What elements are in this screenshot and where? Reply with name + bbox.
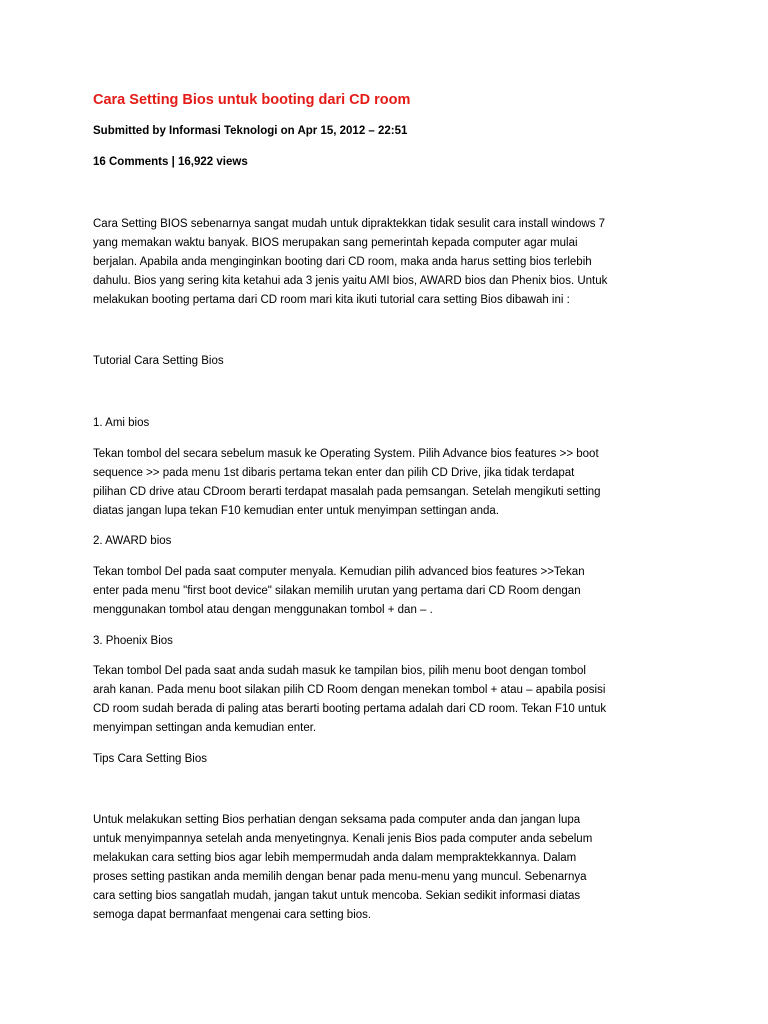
intro-line: melakukan booting pertama dari CD room mari kita ikuti tutorial cara setting Bios dibawah ini : [93,294,570,306]
intro-line: berjalan. Apabila anda menginginkan booting dari CD room, maka anda harus setting bios terlebih [93,256,592,268]
section-heading: 2. AWARD bios [93,535,172,547]
section-line: diatas jangan lupa tekan F10 kemudian enter untuk menyimpan settingan anda. [93,505,499,517]
article-title: Cara Setting Bios untuk booting dari CD room [93,92,411,108]
intro-line: yang memakan waktu banyak. BIOS merupakan sang pemerintah kepada computer agar mulai [93,237,578,249]
tutorial-heading: Tutorial Cara Setting Bios [93,355,224,367]
section-line: menggunakan tombol atau dengan menggunakan tombol + dan – . [93,604,433,616]
tips-heading: Tips Cara Setting Bios [93,753,207,765]
closing-line: semoga dapat bermanfaat mengenai cara setting bios. [93,909,372,921]
closing-line: untuk menyimpannya setelah anda menyetingnya. Kenali jenis Bios pada computer anda sebelum [93,833,593,845]
section-line: Tekan tombol Del pada saat computer menyala. Kemudian pilih advanced bios features >>Tekan [93,566,585,578]
closing-line: Untuk melakukan setting Bios perhatian dengan seksama pada computer anda dan jangan lupa [93,814,581,826]
submitted-by: Submitted by Informasi Teknologi on Apr 15, 2012 – 22:51 [93,125,408,137]
closing-line: proses setting pastikan anda memilih dengan benar pada menu-menu yang muncul. Sebenarnya [93,871,587,883]
article-stats: 16 Comments | 16,922 views [93,156,248,168]
section-line: Tekan tombol del secara sebelum masuk ke Operating System. Pilih Advance bios features >> boot [93,448,599,460]
section-line: enter pada menu "first boot device" silakan memilih urutan yang pertama dari CD Room dengan [93,585,581,597]
intro-line: Cara Setting BIOS sebenarnya sangat mudah untuk dipraktekkan tidak sesulit cara install windows 7 [93,218,606,230]
section-heading: 1. Ami bios [93,417,150,429]
section-line: menyimpan settingan anda kemudian enter. [93,722,317,734]
section-line: Tekan tombol Del pada saat anda sudah masuk ke tampilan bios, pilih menu boot dengan tombol [93,665,586,677]
section-line: arah kanan. Pada menu boot silakan pilih CD Room dengan menekan tombol + atau – apabila posisi [93,684,606,696]
section-line: CD room sudah berada di paling atas berarti booting pertama adalah dari CD room. Tekan F10 untuk [93,703,607,715]
closing-line: cara setting bios sangatlah mudah, jangan takut untuk mencoba. Sekian sedikit informasi diatas [93,890,581,902]
section-line: pilihan CD drive atau CDroom berarti terdapat masalah pada pemsangan. Setelah mengikuti setting [93,486,601,498]
section-heading: 3. Phoenix Bios [93,635,173,647]
section-line: sequence >> pada menu 1st dibaris pertama tekan enter dan pilih CD Drive, jika tidak terdapat [93,467,575,479]
intro-line: dahulu. Bios yang sering kita ketahui ada 3 jenis yaitu AMI bios, AWARD bios dan Phenix bios. Untuk [93,275,608,287]
closing-line: melakukan cara setting bios agar lebih mempermudah anda dalam mempraktekkannya. Dalam [93,852,577,864]
